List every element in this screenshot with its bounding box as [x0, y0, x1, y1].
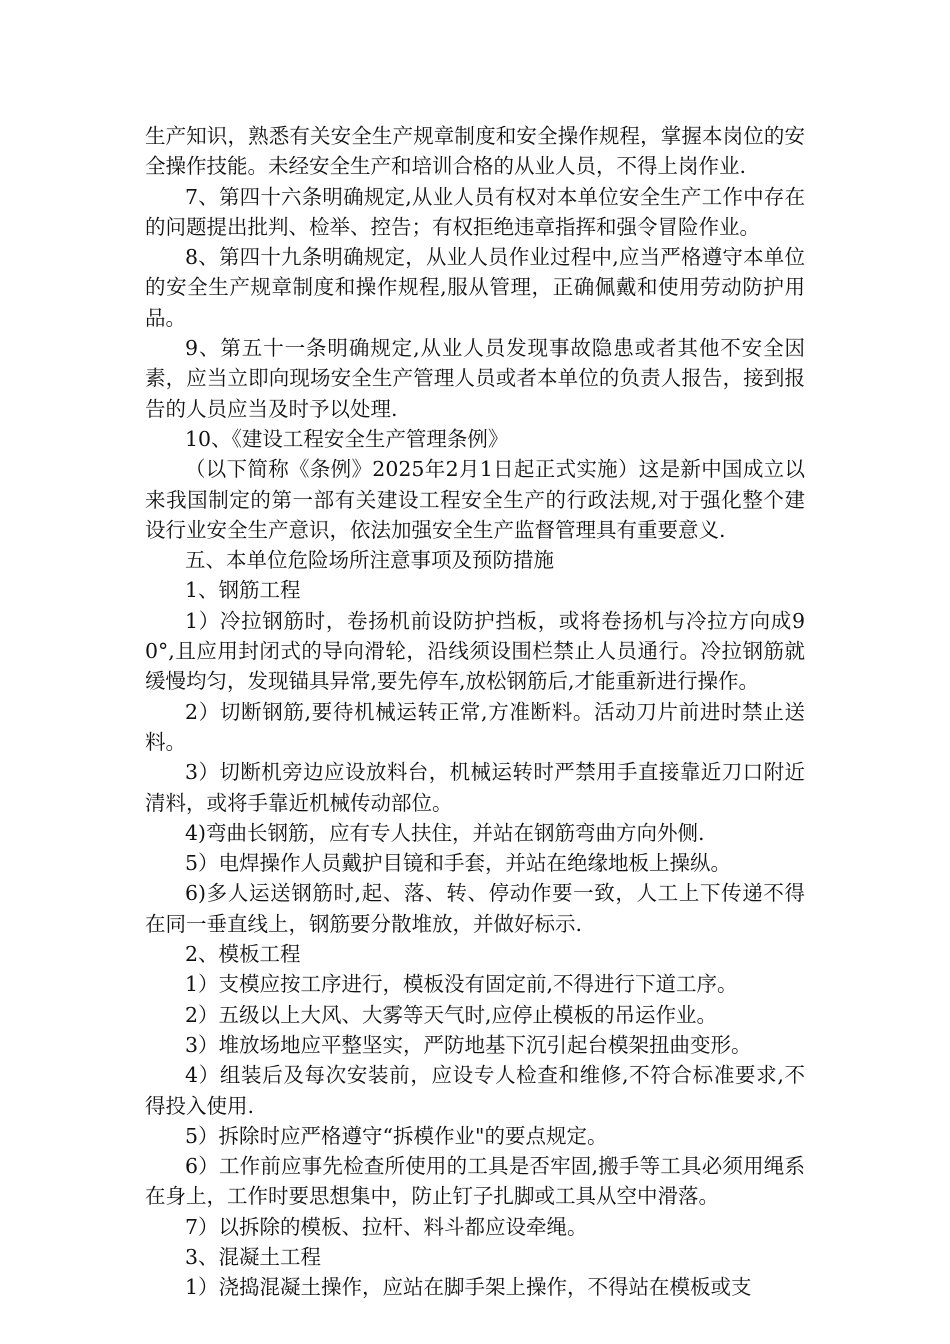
paragraph: 7）以拆除的模板、拉杆、料斗都应设牵绳。: [185, 1214, 588, 1239]
paragraph: 1）冷拉钢筋时，卷扬机前设防护挡板，或将卷扬机与冷拉方向成90°,且应用封闭式的导向滑轮，沿线须设围栏禁止人员通行。冷拉钢筋就缓慢均匀，发现锚具异常,要先停车,放松钢筋后,才能重新进行操作。: [145, 608, 805, 694]
paragraph: 9、第五十一条明确规定,从业人员发现事故隐患或者其他不安全因素，应当立即向现场安全生产管理人员或者本单位的负责人报告，接到报告的人员应当及时予以处理.: [145, 336, 805, 421]
section-heading: 五、本单位危险场所注意事项及预防措施: [185, 548, 554, 573]
paragraph: 5）拆除时应严格遵守“拆模作业"的要点规定。: [185, 1123, 608, 1148]
subsection-heading: 3、混凝土工程: [185, 1244, 322, 1269]
paragraph: 6）工作前应事先检查所使用的工具是否牢固,搬手等工具必须用绳系在身上，工作时要思想集中，防止钉子扎脚或工具从空中滑落。: [145, 1154, 805, 1209]
paragraph: 2）五级以上大风、大雾等天气时,应停止模板的吊运作业。: [185, 1002, 718, 1027]
paragraph: 1）浇捣混凝土操作，应站在脚手架上操作，不得站在模板或支: [185, 1275, 752, 1300]
paragraph: 3）堆放场地应平整坚实，严防地基下沉引起台模架扭曲变形。: [185, 1032, 752, 1057]
paragraph: 1）支模应按工序进行，模板没有固定前,不得进行下道工序。: [185, 972, 738, 997]
paragraph: 7、第四十六条明确规定,从业人员有权对本单位安全生产工作中存在的问题提出批判、检举、控告；有权拒绝违章指挥和强令冒险作业。: [145, 184, 805, 239]
document-body: [145, 121, 805, 1303]
paragraph: 6)多人运送钢筋时,起、落、转、停动作要一致，人工上下传递不得在同一垂直线上，钢筋要分散堆放，并做好标示.: [145, 881, 805, 936]
subsection-heading: 2、模板工程: [185, 942, 301, 967]
paragraph: 3）切断机旁边应设放料台，机械运转时严禁用手直接靠近刀口附近清料，或将手靠近机械传动部位。: [145, 760, 805, 815]
paragraph: 4）组装后及每次安装前，应设专人检查和维修,不符合标准要求,不得投入使用.: [145, 1063, 805, 1118]
paragraph: 8、第四十九条明确规定，从业人员作业过程中,应当严格遵守本单位的安全生产规章制度和操作规程,服从管理，正确佩戴和使用劳动防护用品。: [145, 245, 805, 330]
paragraph: 生产知识，熟悉有关安全生产规章制度和安全操作规程，掌握本岗位的安全操作技能。未经安全生产和培训合格的从业人员，不得上岗作业.: [145, 124, 805, 179]
paragraph: （以下简称《条例》2025年2月1日起正式实施）这是新中国成立以来我国制定的第一部有关建设工程安全生产的行政法规,对于强化整个建设行业安全生产意识，依法加强安全生产监督管理具有重要意义.: [145, 457, 805, 542]
paragraph: 2）切断钢筋,要待机械运转正常,方准断料。活动刀片前进时禁止送料。: [145, 699, 805, 754]
subsection-heading: 1、钢筋工程: [185, 578, 301, 603]
paragraph: 5）电焊操作人员戴护目镜和手套，并站在绝缘地板上操纵。: [185, 851, 732, 876]
paragraph: 4)弯曲长钢筋，应有专人扶住，并站在钢筋弯曲方向外侧.: [185, 820, 705, 845]
paragraph: 10、《建设工程安全生产管理条例》: [185, 426, 509, 451]
